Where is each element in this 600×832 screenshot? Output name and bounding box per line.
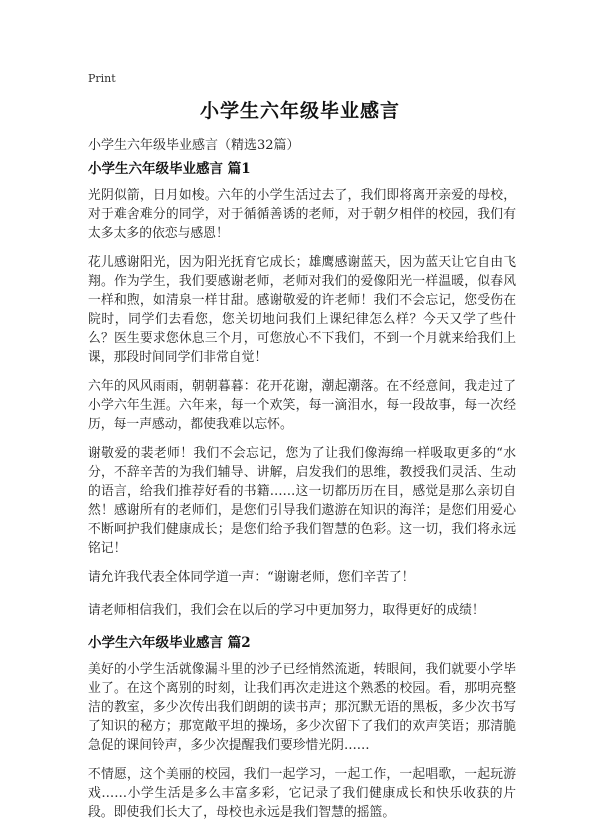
paragraph: 光阴似箭，日月如梭。六年的小学生活过去了，我们即将离开亲爱的母校，对于难舍难分的同学，对于循循善诱的老师，对于朝夕相伴的校园，我们有太多太多的依恋与感恩！ xyxy=(88,188,516,241)
paragraph: 谢敬爱的裴老师！我们不会忘记，您为了让我们像海绵一样吸取更多的“水分，不辞辛苦的为我们辅导、讲解，启发我们的思维，教授我们灵活、生动的语言，给我们推荐好看的书籍……这一切都历历在目，感觉是那么亲切自然！感谢所有的老师们，是您们引导我们遨游在知识的海洋；是您们用爱心不断呵护我们健康成长；是您们给予我们智慧的色彩。这一切，我们将永远铭记！ xyxy=(88,446,516,556)
page-title: 小学生六年级毕业感言 xyxy=(199,100,400,122)
paragraph: 请老师相信我们，我们会在以后的学习中更加努力，取得更好的成绩！ xyxy=(88,603,485,618)
section-heading-1: 小学生六年级毕业感言 篇1 xyxy=(88,161,251,177)
section-heading-2: 小学生六年级毕业感言 篇2 xyxy=(88,635,251,651)
paragraph: 不情愿，这个美丽的校园，我们一起学习，一起工作，一起唱歌，一起玩游戏……小学生活是多么丰富多彩，它记录了我们健康成长和快乐收获的片段。即使我们长大了，母校也永远是我们智慧的摇篮。 xyxy=(88,767,516,820)
print-label[interactable]: Print xyxy=(88,72,116,85)
paragraph: 花儿感谢阳光，因为阳光抚育它成长；雄鹰感谢蓝天，因为蓝天让它自由飞翔。作为学生，我们要感谢老师，老师对我们的爱像阳光一样温暖，似春风一样和煦，如清泉一样甘甜。感谢敬爱的许老师！我们不会忘记，您受伤在院时，同学们去看您，您关切地问我们上课纪律怎么样？今天又学了些什么？医生要求您休息三个月，可您放心不下我们，不到一个月就来给我们上课，那段时间同学们非常自觉！ xyxy=(88,255,516,365)
paragraph: 请允许我代表全体同学道一声：“谢谢老师，您们辛苦了！ xyxy=(88,570,415,585)
paragraph: 六年的风风雨雨，朝朝暮暮：花开花谢，潮起潮落。在不经意间，我走过了小学六年生涯。六年来，每一个欢笑，每一滴泪水，每一段故事，每一次经历，每一声感动，都使我难以忘怀。 xyxy=(88,379,516,432)
document-body xyxy=(88,160,516,832)
document-subtitle: 小学生六年级毕业感言（精选32篇） xyxy=(88,138,300,153)
paragraph: 美好的小学生活就像漏斗里的沙子已经悄然流逝，转眼间，我们就要小学毕业了。在这个离别的时刻，让我们再次走进这个熟悉的校园。看，那明亮整洁的教室，多少次传出我们朗朗的读书声；那沉默无语的黑板，多少次书写了知识的秘方；那宽敞平坦的操场，多少次留下了我们的欢声笑语；那清脆急促的课间铃声，多少次提醒我们要珍惜光阴…… xyxy=(88,662,516,753)
